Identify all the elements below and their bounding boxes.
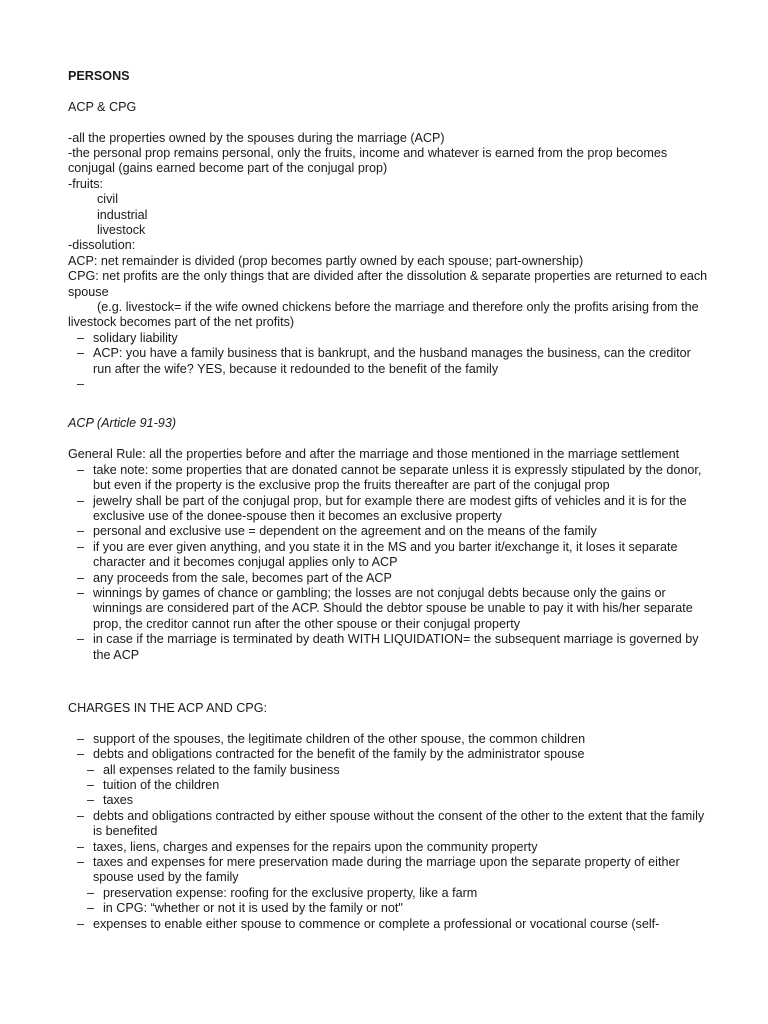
bullet-item: – if you are ever given anything, and you state it in the MS and you barter it/exchange it, it loses it separate character and it becomes conjugal applies only to ACP	[68, 540, 708, 571]
fruit-item: livestock	[97, 223, 146, 238]
bullet-item	[68, 377, 708, 392]
bullet-item: – debts and obligations contracted for the benefit of the family by the administrator spouse	[68, 747, 708, 762]
paragraph-line: -the personal prop remains personal, only the fruits, income and whatever is earned from the prop becomes conjugal (gains earned become part of the conjugal prop)	[68, 146, 668, 176]
paragraph-line: (e.g. livestock= if the wife owned chickens before the marriage and therefore only the profits arising from the livestock becomes part of the net profits)	[68, 300, 699, 330]
bullet-item: – taxes, liens, charges and expenses for the repairs upon the community property	[68, 840, 708, 855]
paragraph-line: -dissolution:	[68, 238, 136, 253]
section-heading-charges: CHARGES IN THE ACP AND CPG:	[68, 700, 267, 715]
bullet-item: – expenses to enable either spouse to commence or complete a professional or vocational course (self-	[68, 917, 708, 932]
section-heading-acp-cpg: ACP & CPG	[68, 99, 137, 114]
bullet-item: – in case if the marriage is terminated by death WITH LIQUIDATION= the subsequent marriage is governed by the ACP	[68, 632, 708, 663]
fruit-item: industrial	[97, 207, 148, 222]
bullet-item: – winnings by games of chance or gambling; the losses are not conjugal debts because only the gains or winnings are considered part of the ACP. Should the debtor spouse be unable to pay it with his/her separate prop, the creditor cannot run after the other spouse or their conjugal property	[68, 586, 708, 632]
bullet-item: – personal and exclusive use = dependent on the agreement and on the means of the family	[68, 524, 708, 539]
bullet-item: – ACP: you have a family business that is bankrupt, and the husband manages the business, can the creditor run after the wife? YES, because it redounded to the benefit of the family	[68, 346, 708, 377]
sub-bullet-item: – tuition of the children	[68, 778, 708, 793]
bullet-item: – jewelry shall be part of the conjugal prop, but for example there are modest gifts of vehicles and it is for the exclusive use of the donee-spouse then it becomes an exclusive property	[68, 494, 708, 525]
sub-bullet-item: – all expenses related to the family business	[68, 763, 708, 778]
paragraph-line: ACP: net remainder is divided (prop becomes partly owned by each spouse; part-ownership)	[68, 253, 584, 268]
section-heading-acp-article: ACP (Article 91-93)	[68, 416, 177, 431]
document-title: PERSONS	[68, 69, 130, 83]
bullet-item: – support of the spouses, the legitimate children of the other spouse, the common children	[68, 732, 708, 747]
sub-bullet-item: – preservation expense: roofing for the exclusive property, like a farm	[68, 886, 708, 901]
paragraph-line: -all the properties owned by the spouses during the marriage (ACP)	[68, 130, 445, 145]
bullet-item: – debts and obligations contracted by either spouse without the consent of the other to the extent that the family is benefited	[68, 809, 708, 840]
bullet-item: – solidary liability	[68, 331, 708, 346]
sub-bullet-item: – taxes	[68, 793, 708, 808]
bullet-item: – take note: some properties that are donated cannot be separate unless it is expressly stipulated by the donor, but even if the property is the exclusive prop the fruits thereafter are part of the conjugal prop	[68, 463, 708, 494]
document-page	[68, 69, 708, 932]
paragraph-line: -fruits:	[68, 176, 103, 191]
fruit-item: civil	[97, 192, 118, 207]
general-rule: General Rule: all the properties before and after the marriage and those mentioned in the marriage settlement	[68, 447, 680, 462]
paragraph-line: CPG: net profits are the only things that are divided after the dissolution & separate properties are returned to each spouse	[68, 269, 708, 299]
bullet-item: – taxes and expenses for mere preservation made during the marriage upon the separate property of either spouse used by the family	[68, 855, 708, 886]
bullet-item: – any proceeds from the sale, becomes part of the ACP	[68, 571, 708, 586]
sub-bullet-item: – in CPG: “whether or not it is used by the family or not"	[68, 901, 708, 916]
